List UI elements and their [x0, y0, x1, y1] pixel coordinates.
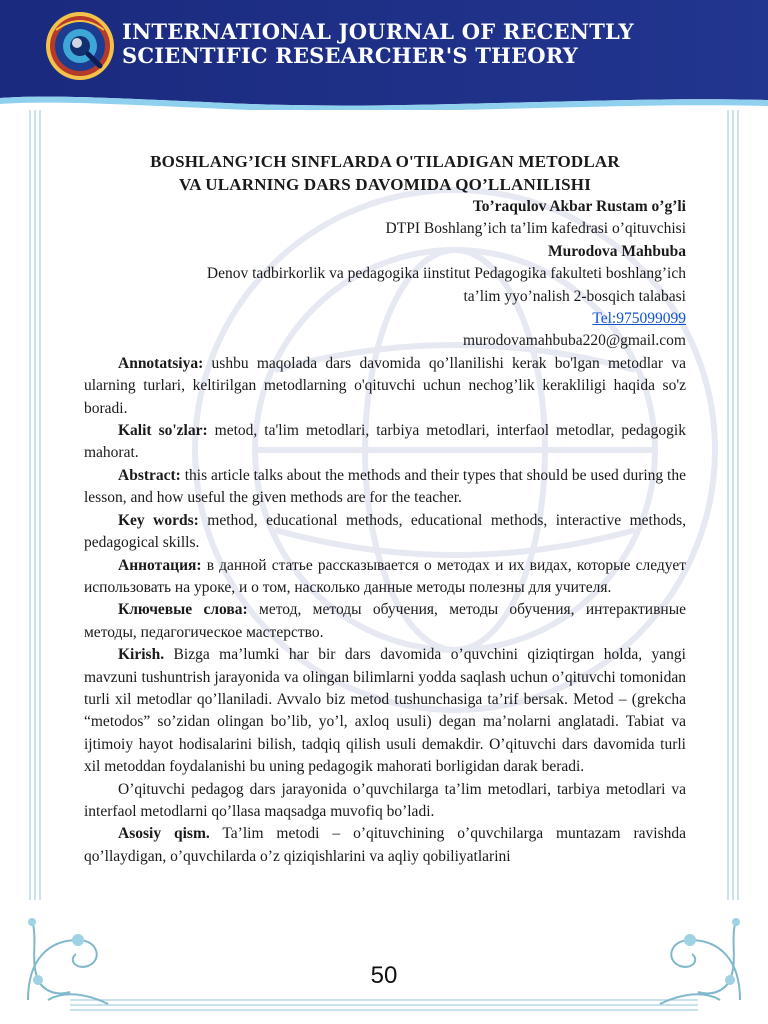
article-body	[84, 150, 686, 868]
keywords-uz-label: Kalit so'zlar:	[118, 422, 208, 440]
author1-name: To’raqulov Akbar Rustam o’g’li	[472, 198, 686, 215]
introduction	[84, 644, 686, 778]
annotation-ru-text: в данной статье рассказывается о методах и их видах, которые следует использовать на уроке, и о том, насколько данные методы полезны для учителя.	[84, 556, 686, 596]
author-email: murodovamahbuba220@gmail.com	[462, 332, 686, 350]
page-number: 50	[370, 962, 398, 989]
keywords-ru	[84, 599, 686, 644]
corner-ornament-left-icon	[18, 900, 118, 1010]
introduction-text: Bizga ma’lumki har bir dars davomida o’quvchini qiziqtirgan holda, yangi mavzuni tushuntrish jarayonida va olingan bilimlarni yodda saqlash uchun o’qituvchi tomonidan turli xil metodlar qo’llaniladi. Avvalo biz metod tushunchasiga ta’rif bersak. Metod – (grekcha “metodos” so’zidan olingan bo’lib, yo’l, axloq usuli) degan ma’nolarni anglatadi. Tabiat va ijtimoiy hayot hodisalarini bilish, tadqiq qilish usuli demakdir. O’qituvchi dars davomida turli xil metoddan foydalanishi bu uning pedagogik mahorati borligidan darak beradi.	[84, 646, 686, 776]
annotation-ru-label: Аннотация:	[118, 556, 202, 574]
main-part	[84, 823, 686, 868]
abstract-en-label: Abstract:	[118, 466, 181, 484]
corner-ornament-right-icon	[650, 900, 750, 1010]
keywords-uz-text: metod, ta'lim metodlari, tarbiya metodlari, interfaol metodlar, pedagogik mahorat.	[84, 422, 686, 462]
phone-link[interactable]: Tel:975099099	[592, 310, 686, 328]
author2-name: Murodova Mahbuba	[548, 242, 686, 260]
article-title	[84, 150, 686, 196]
keywords-en-text: method, educational methods, educational methods, interactive methods, pedagogical skills.	[84, 511, 686, 552]
keywords-en-label: Key words:	[118, 511, 199, 529]
keywords-en	[84, 510, 686, 555]
article-title-line2: VA ULARNING DARS DAVOMIDA QO’LLANILISHI	[178, 175, 592, 194]
article-title-line1: BOSHLANG’ICH SINFLARDA O'TILADIGAN METODLAR	[150, 152, 620, 171]
annotation-uz	[84, 353, 686, 420]
author1-affiliation: DTPI Boshlang’ich ta’lim kafedrasi o’qituvchisi	[385, 220, 686, 238]
main-part-text: Ta’lim metodi – o’qituvchining o’quvchilarga muntazam ravishda qo’llaydigan, o’quvchilarda o’z qiziqishlarini va aqliy qobiliyatlarini	[84, 825, 687, 865]
main-part-label: Asosiy qism.	[118, 825, 210, 843]
author2-affiliation-line2: ta’lim yyo’nalish 2-bosqich talabasi	[463, 287, 686, 305]
abstract-en-text: this article talks about the methods and their types that should be used during the lesson, and how useful the given methods are for the teacher.	[84, 466, 686, 507]
annotation-uz-text: ushbu maqolada dars davomida qo’llanilishi kerak bo'lgan metodlar va ularning turlari, keltirilgan metodlarning o'qituvchi uchun nechog’lik kerakliligi haqida so'z boradi.	[84, 354, 686, 417]
annotation-ru	[84, 555, 686, 600]
introduction-label: Kirish.	[118, 646, 165, 664]
teacher-paragraph: O’qituvchi pedagog dars jarayonida o’quvchilarga ta’lim metodlari, tarbiya metodlari va interfaol metodlarni qo’llasa maqsadga muvofiq bo’ladi.	[84, 780, 686, 820]
abstract-en	[84, 465, 686, 510]
journal-title-line1: INTERNATIONAL JOURNAL OF RECENTLY	[122, 19, 634, 44]
keywords-ru-label: Ключевые слова:	[118, 601, 248, 619]
journal-title-line2: SCIENTIFIC RESEARCHER'S THEORY	[122, 43, 578, 68]
annotation-uz-label: Annotatsiya:	[118, 354, 204, 372]
author2-affiliation-line1: Denov tadbirkorlik va pedagogika iinstitut Pedagogika fakulteti boshlang’ich	[206, 265, 686, 283]
keywords-uz	[84, 420, 686, 465]
keywords-ru-text: метод, методы обучения, методы обучения, интерактивные методы, педагогическое мастерство.	[84, 601, 686, 641]
